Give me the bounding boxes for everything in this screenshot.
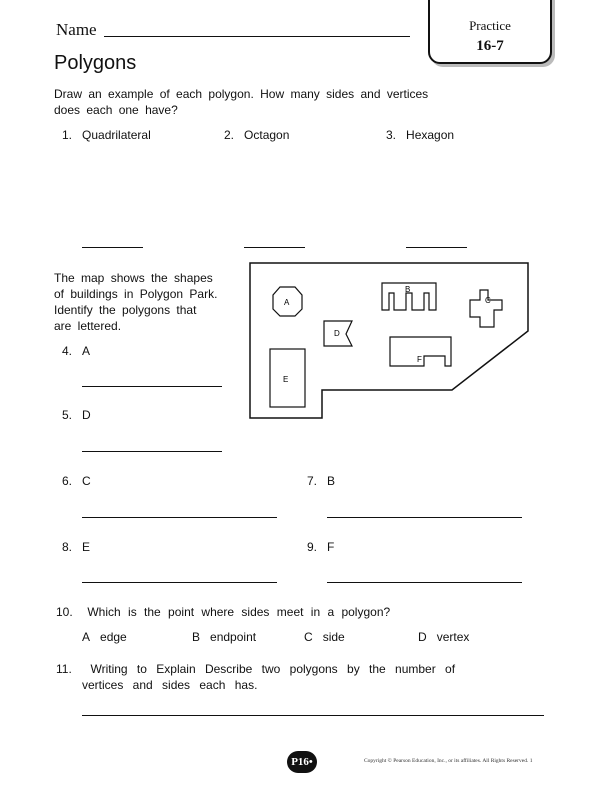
page-title: Polygons (54, 52, 137, 74)
question-number: 11. (56, 662, 72, 676)
name-field[interactable] (104, 36, 410, 37)
building-f-label: F (417, 355, 422, 364)
question-number: 8. (62, 540, 73, 554)
answer-line-2[interactable] (244, 247, 305, 248)
building-b-label: B (405, 285, 411, 294)
question-number: 7. (307, 474, 318, 488)
question-label: B (327, 474, 336, 488)
answer-line-7[interactable] (327, 517, 522, 518)
park-boundary (250, 263, 528, 418)
option-text: endpoint (210, 630, 257, 644)
option-a[interactable] (82, 630, 127, 644)
map-text-line2: of buildings in Polygon Park. (54, 287, 218, 301)
question-label: E (82, 540, 91, 554)
answer-line-6[interactable] (82, 517, 277, 518)
practice-tab (428, 0, 552, 64)
question-text-line1: Writing to Explain Describe two polygons by the number of (90, 662, 456, 676)
option-letter: B (192, 630, 201, 644)
question-number: 6. (62, 474, 73, 488)
building-a-label: A (284, 298, 290, 307)
question-7 (307, 474, 335, 488)
item-2 (224, 128, 289, 142)
answer-line-4[interactable] (82, 386, 222, 387)
instructions-line1: Draw an example of each polygon. How many sides and vertices (54, 87, 429, 101)
answer-line-3[interactable] (406, 247, 467, 248)
option-d[interactable] (418, 630, 469, 644)
question-number: 4. (62, 344, 73, 358)
item-number: 3. (386, 128, 397, 142)
question-8 (62, 540, 90, 554)
building-d-label: D (334, 329, 340, 338)
question-number: 5. (62, 408, 73, 422)
item-1 (62, 128, 151, 142)
item-label: Hexagon (406, 128, 455, 142)
map-text-line1: The map shows the shapes (54, 271, 213, 285)
question-text: Which is the point where sides meet in a polygon? (87, 605, 391, 619)
question-9 (307, 540, 334, 554)
answer-line-9[interactable] (327, 582, 522, 583)
question-label: C (82, 474, 91, 488)
answer-line-5[interactable] (82, 451, 222, 452)
question-label: A (82, 344, 91, 358)
map-instructions (54, 270, 234, 334)
instructions-line2: does each one have? (54, 103, 178, 117)
polygon-park-map (240, 255, 540, 430)
option-letter: D (418, 630, 427, 644)
practice-number: 16-7 (476, 38, 504, 54)
option-b[interactable] (192, 630, 256, 644)
map-text-line3: Identify the polygons that (54, 303, 197, 317)
question-6 (62, 474, 91, 488)
question-number: 10. (56, 605, 73, 619)
copyright-text: Copyright © Pearson Education, Inc., or its affiliates. All Rights Reserved. 1 (364, 758, 533, 764)
option-text: vertex (436, 630, 470, 644)
option-text: side (322, 630, 345, 644)
question-label: F (327, 540, 335, 554)
question-4 (62, 344, 90, 358)
option-letter: A (82, 630, 91, 644)
question-text-line2: vertices and sides each has. (82, 678, 258, 692)
option-c[interactable] (304, 630, 345, 644)
option-letter: C (304, 630, 313, 644)
name-label: Name (56, 20, 97, 39)
item-label: Octagon (244, 128, 290, 142)
building-c-label: C (485, 296, 491, 305)
page-number-badge: P16• (287, 751, 317, 773)
item-3 (386, 128, 454, 142)
item-number: 1. (62, 128, 73, 142)
practice-label: Practice (469, 18, 511, 33)
instructions (54, 86, 428, 118)
question-number: 9. (307, 540, 318, 554)
answer-line-8[interactable] (82, 582, 277, 583)
answer-line-11[interactable] (82, 715, 544, 716)
question-11 (56, 661, 455, 693)
question-label: D (82, 408, 91, 422)
item-number: 2. (224, 128, 235, 142)
building-e-label: E (283, 375, 289, 384)
answer-line-1[interactable] (82, 247, 143, 248)
option-text: edge (100, 630, 127, 644)
question-5 (62, 408, 91, 422)
question-10 (56, 605, 390, 619)
item-label: Quadrilateral (82, 128, 151, 142)
map-text-line4: are lettered. (54, 319, 122, 333)
